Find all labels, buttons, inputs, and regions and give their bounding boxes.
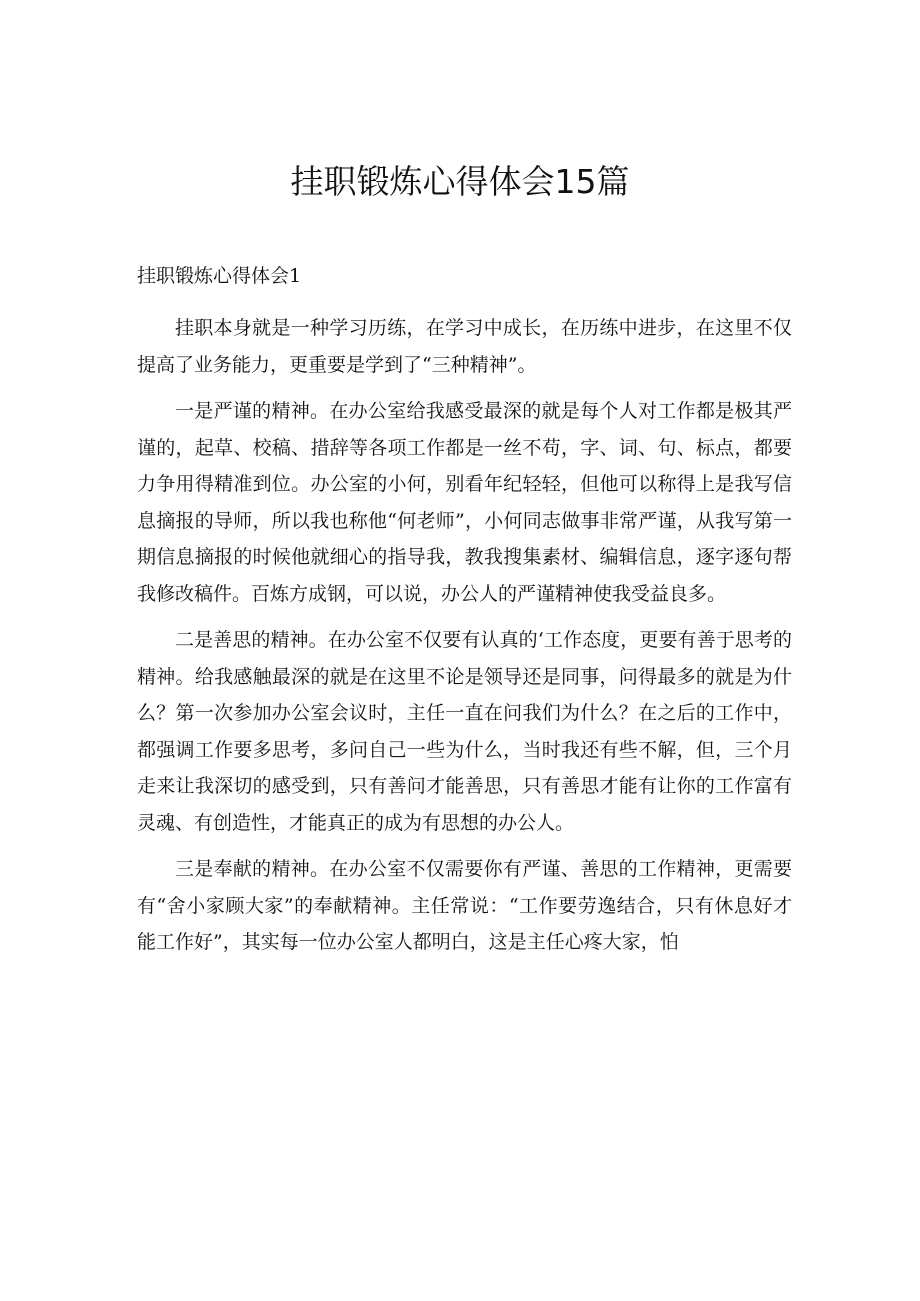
- paragraph-thinking: 二是善思的精神。在办公室不仅要有认真的‘工作态度，更要有善于思考的精神。给我感触最深的就是在这里不论是领导还是同事，问得最多的就是为什么？第一次参加办公室会议时，主任一直在问我们为什么？在之后的工作中，都强调工作要多思考，多问自己一些为什么，当时我还有些不解，但，三个月走来让我深切的感受到，只有善问才能善思，只有善思才能有让你的工作富有灵魂、有创造性，才能真正的成为有思想的办公人。: [137, 629, 792, 834]
- paragraph-rigor: 一是严谨的精神。在办公室给我感受最深的就是每个人对工作都是极其严谨的，起草、校稿、措辞等各项工作都是一丝不苟，字、词、句、标点，都要力争用得精准到位。办公室的小何，别看年纪轻轻，但他可以称得上是我写信息摘报的导师，所以我也称他“何老师”，小何同志做事非常严谨，从我写第一期信息摘报的时候他就细心的指导我，教我搜集素材、编辑信息，逐字逐句帮我修改稿件。百炼方成钢，可以说，办公人的严谨精神使我受益良多。: [137, 400, 792, 605]
- paragraph-dedication: 三是奉献的精神。在办公室不仅需要你有严谨、善思的工作精神，更需要有“舍小家顾大家”的奉献精神。主任常说：“工作要劳逸结合，只有休息好才能工作好”，其实每一位办公室人都明白，这是主任心疼大家，怕: [137, 858, 792, 953]
- paragraph-intro: 挂职本身就是一种学习历练，在学习中成长，在历练中进步，在这里不仅提高了业务能力，更重要是学到了“三种精神”。: [137, 317, 792, 376]
- document-title: 挂职锻炼心得体会15篇: [290, 162, 630, 201]
- document-body: [137, 310, 792, 971]
- section-heading: 挂职锻炼心得体会1: [137, 265, 302, 287]
